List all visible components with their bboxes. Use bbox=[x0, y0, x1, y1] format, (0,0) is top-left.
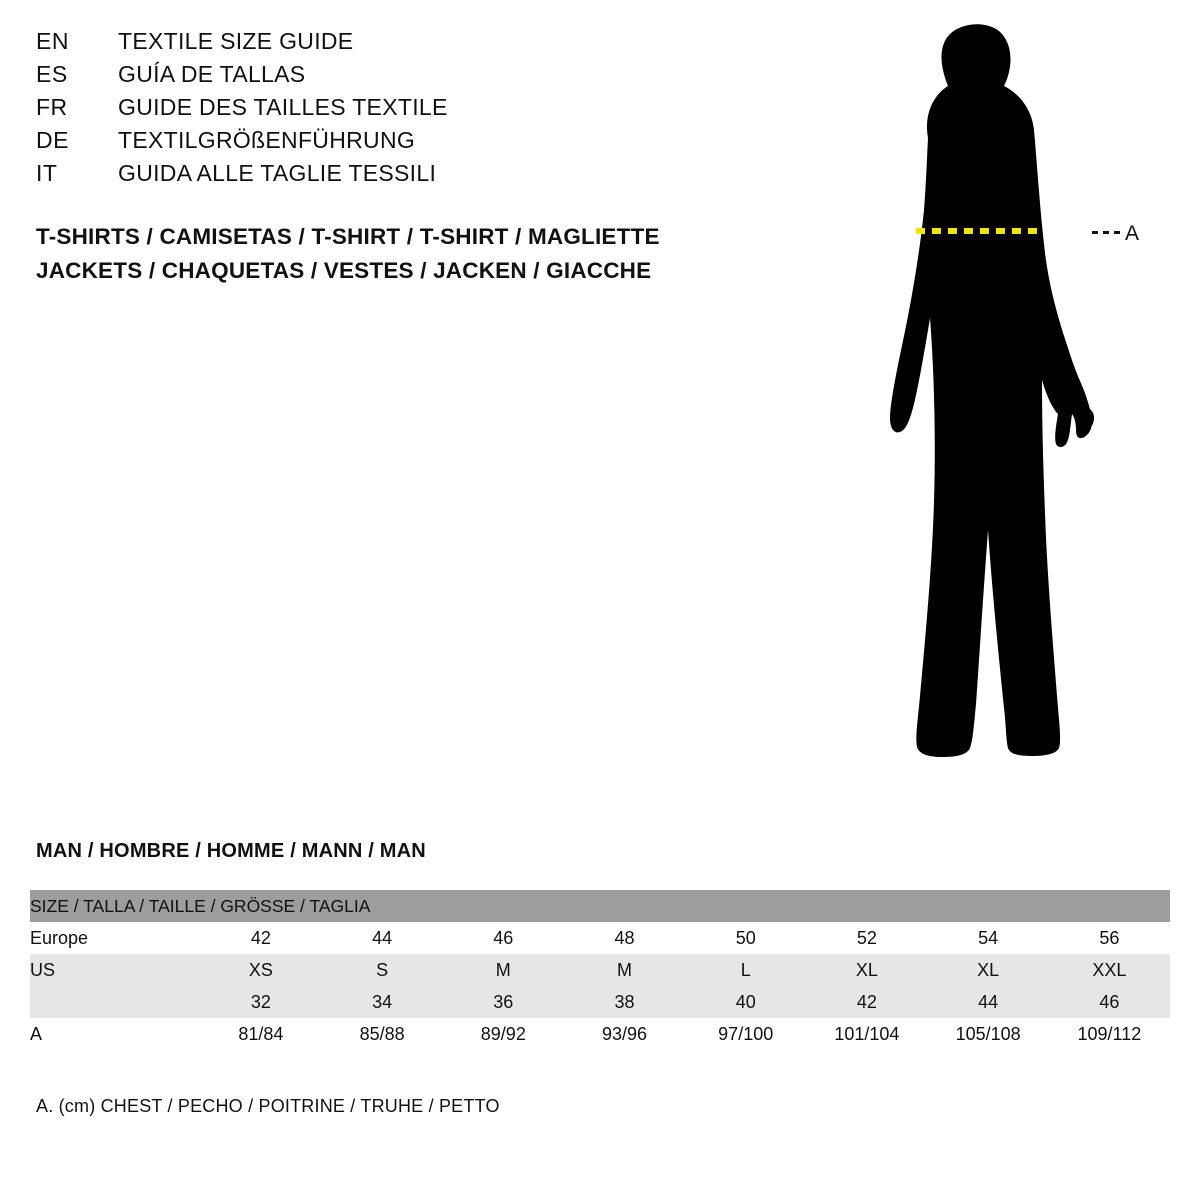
table-row bbox=[30, 922, 1170, 954]
cell: 40 bbox=[685, 986, 806, 1018]
cell: 44 bbox=[322, 922, 443, 954]
category-tshirts: T-SHIRTS / CAMISETAS / T-SHIRT / T-SHIRT / MAGLIETTE bbox=[36, 224, 660, 249]
cell: XS bbox=[200, 954, 321, 986]
table-row bbox=[30, 986, 1170, 1018]
language-title: GUIDA ALLE TAGLIE TESSILI bbox=[118, 160, 437, 186]
cell: 38 bbox=[564, 986, 685, 1018]
cell: 50 bbox=[685, 922, 806, 954]
language-title: GUÍA DE TALLAS bbox=[118, 61, 306, 87]
cell: 101/104 bbox=[806, 1018, 927, 1050]
language-row bbox=[36, 28, 736, 61]
measure-label-a: A bbox=[1125, 222, 1140, 245]
language-header-block bbox=[36, 28, 736, 193]
language-row bbox=[36, 94, 736, 127]
cell: 48 bbox=[564, 922, 685, 954]
row-label: Europe bbox=[30, 922, 200, 954]
cell: 42 bbox=[200, 922, 321, 954]
category-block bbox=[36, 220, 796, 288]
cell: 52 bbox=[806, 922, 927, 954]
cell: M bbox=[443, 954, 564, 986]
language-code: FR bbox=[36, 94, 68, 120]
cell: M bbox=[564, 954, 685, 986]
body-figure bbox=[820, 18, 1180, 798]
cell: 93/96 bbox=[564, 1018, 685, 1050]
cell: XL bbox=[928, 954, 1049, 986]
cell: 46 bbox=[1049, 986, 1170, 1018]
language-title: TEXTILE SIZE GUIDE bbox=[118, 28, 354, 54]
male-silhouette-icon bbox=[820, 18, 1180, 798]
cell: 34 bbox=[322, 986, 443, 1018]
row-label bbox=[30, 986, 200, 1018]
size-header-label: SIZE / TALLA / TAILLE / GRÖSSE / TAGLIA bbox=[30, 890, 1170, 922]
language-code: DE bbox=[36, 127, 69, 153]
language-title: TEXTILGRÖßENFÜHRUNG bbox=[118, 127, 416, 153]
cell: 44 bbox=[928, 986, 1049, 1018]
table-header-row bbox=[30, 890, 1170, 922]
language-code: EN bbox=[36, 28, 69, 54]
language-code: ES bbox=[36, 61, 68, 87]
cell: 42 bbox=[806, 986, 927, 1018]
measure-leader-line bbox=[1092, 231, 1120, 234]
cell: 89/92 bbox=[443, 1018, 564, 1050]
language-row bbox=[36, 61, 736, 94]
cell: 105/108 bbox=[928, 1018, 1049, 1050]
cell: 109/112 bbox=[1049, 1018, 1170, 1050]
category-jackets: JACKETS / CHAQUETAS / VESTES / JACKEN / GIACCHE bbox=[36, 258, 652, 283]
table-row bbox=[30, 1018, 1170, 1050]
language-row bbox=[36, 127, 736, 160]
language-row bbox=[36, 160, 736, 193]
cell: XXL bbox=[1049, 954, 1170, 986]
cell: 85/88 bbox=[322, 1018, 443, 1050]
cell: S bbox=[322, 954, 443, 986]
cell: 36 bbox=[443, 986, 564, 1018]
size-table bbox=[30, 890, 1170, 1050]
footnote-chest: A. (cm) CHEST / PECHO / POITRINE / TRUHE / PETTO bbox=[36, 1096, 500, 1116]
cell: 56 bbox=[1049, 922, 1170, 954]
cell: 97/100 bbox=[685, 1018, 806, 1050]
table-row bbox=[30, 954, 1170, 986]
row-label: A bbox=[30, 1018, 200, 1050]
cell: 54 bbox=[928, 922, 1049, 954]
language-title: GUIDE DES TAILLES TEXTILE bbox=[118, 94, 448, 120]
cell: L bbox=[685, 954, 806, 986]
language-code: IT bbox=[36, 160, 58, 186]
cell: 81/84 bbox=[200, 1018, 321, 1050]
cell: 46 bbox=[443, 922, 564, 954]
man-section-title: MAN / HOMBRE / HOMME / MANN / MAN bbox=[36, 840, 426, 862]
cell: XL bbox=[806, 954, 927, 986]
row-label: US bbox=[30, 954, 200, 986]
cell: 32 bbox=[200, 986, 321, 1018]
